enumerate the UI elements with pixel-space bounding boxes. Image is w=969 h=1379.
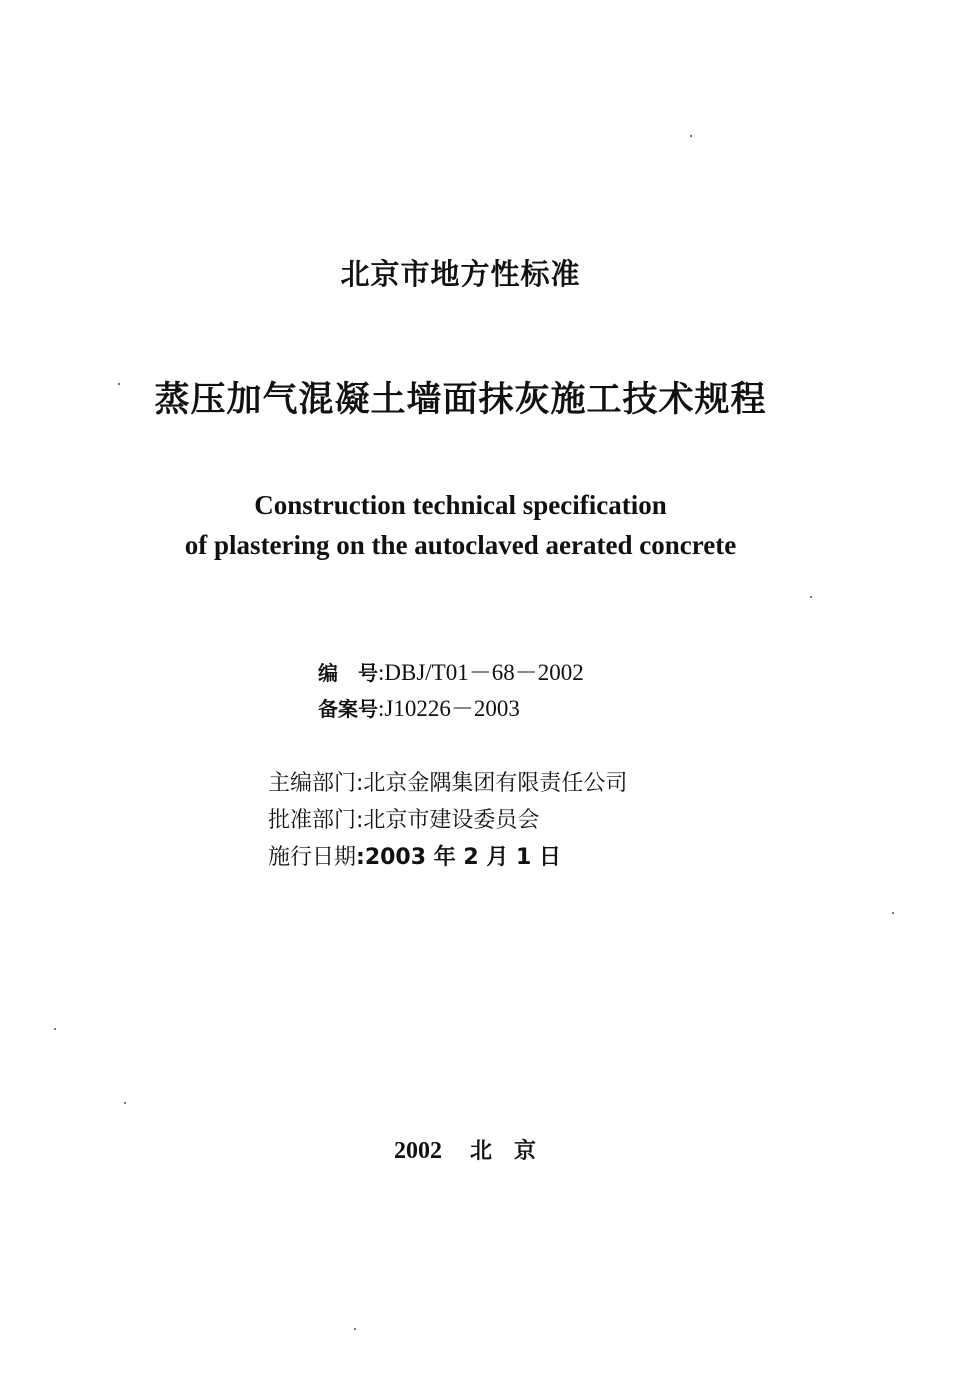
document-title-english-line-1: Construction technical specification bbox=[254, 490, 667, 520]
effective-date-value: :2003 年 2 月 1 日 bbox=[356, 845, 561, 870]
publication-footer bbox=[394, 1134, 536, 1165]
approver-department-value: :北京市建设委员会 bbox=[356, 808, 540, 833]
standard-category: 北京市地方性标准 bbox=[340, 257, 581, 291]
approver-department bbox=[268, 803, 539, 834]
approver-department-label: 批准部门 bbox=[268, 808, 357, 833]
scan-speck bbox=[124, 1102, 126, 1104]
document-title-chinese: 蒸压加气混凝土墙面抹灰施工技术规程 bbox=[154, 380, 767, 420]
publication-year: 2002 bbox=[394, 1138, 442, 1164]
effective-date bbox=[268, 840, 561, 871]
scan-speck bbox=[892, 912, 894, 914]
editor-department-value: :北京金隅集团有限责任公司 bbox=[356, 771, 628, 796]
publication-city: 北 京 bbox=[470, 1139, 537, 1164]
scan-speck bbox=[810, 596, 812, 598]
record-number-label: 备案号 bbox=[318, 697, 378, 721]
scan-speck bbox=[690, 135, 692, 137]
record-number-value: :J10226－2003 bbox=[378, 696, 520, 721]
scan-speck bbox=[354, 1328, 356, 1330]
record-number bbox=[318, 690, 520, 723]
standard-number-label: 编 号 bbox=[318, 661, 378, 685]
editor-department bbox=[268, 766, 627, 797]
standard-number-value: :DBJ/T01－68－2002 bbox=[378, 660, 584, 685]
scan-speck bbox=[118, 383, 120, 385]
scan-speck bbox=[54, 1028, 56, 1030]
editor-department-label: 主编部门 bbox=[268, 771, 357, 796]
effective-date-label: 施行日期 bbox=[268, 845, 357, 870]
document-title-english-line-2: of plastering on the autoclaved aerated concrete bbox=[184, 530, 737, 560]
standard-number bbox=[318, 654, 584, 687]
